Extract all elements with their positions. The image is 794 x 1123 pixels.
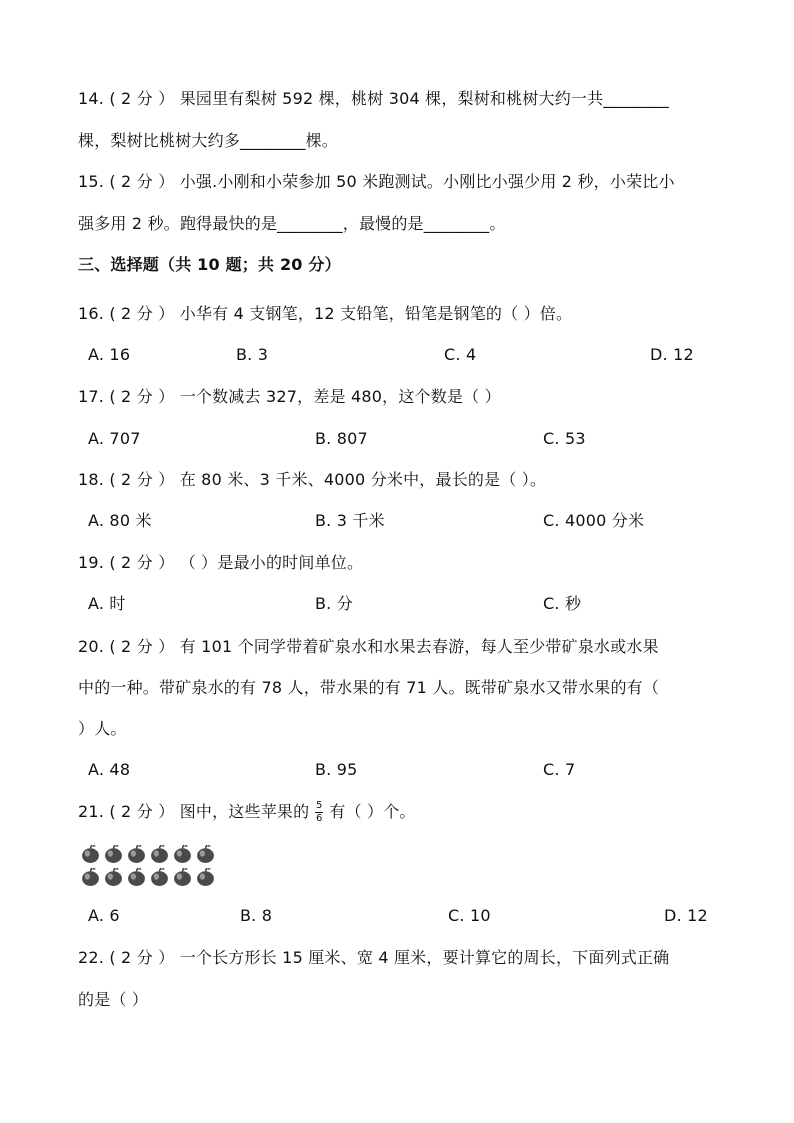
q21-option-a: A. 6 bbox=[88, 906, 120, 925]
q18-option-c: C. 4000 分米 bbox=[543, 511, 645, 530]
apple-icon bbox=[103, 843, 124, 864]
q17-option-c: C. 53 bbox=[543, 429, 586, 448]
apple-icon bbox=[126, 866, 147, 887]
q15-line1: 15. ( 2 分 ） 小强.小刚和小荣参加 50 米跑测试。小刚比小强少用 2 秒，小荣比小 bbox=[78, 172, 675, 191]
apple-icon bbox=[103, 866, 124, 887]
apples-figure bbox=[80, 843, 220, 889]
q18-option-b: B. 3 千米 bbox=[315, 511, 385, 530]
q16-option-c: C. 4 bbox=[444, 345, 477, 364]
q21-stem-after: 有（ ）个。 bbox=[329, 802, 416, 821]
apple-icon bbox=[149, 866, 170, 887]
q19-stem: 19. ( 2 分 ） （ ）是最小的时间单位。 bbox=[78, 553, 364, 572]
q21-option-d: D. 12 bbox=[664, 906, 708, 925]
q15-line2: 强多用 2 秒。跑得最快的是________，最慢的是________。 bbox=[78, 214, 506, 233]
section-title: 三、选择题（共 10 题；共 20 分） bbox=[78, 255, 341, 274]
q19-option-c: C. 秒 bbox=[543, 594, 582, 613]
q20-option-a: A. 48 bbox=[88, 760, 131, 779]
fraction-numerator: 5 bbox=[316, 800, 323, 811]
q22-line2: 的是（ ） bbox=[78, 990, 149, 1009]
q20-line2: 中的一种。带矿泉水的有 78 人，带水果的有 71 人。既带矿泉水又带水果的有（ bbox=[78, 678, 660, 697]
q21-stem bbox=[78, 801, 416, 824]
apple-icon bbox=[195, 843, 216, 864]
q17-stem: 17. ( 2 分 ） 一个数减去 327，差是 480，这个数是（ ） bbox=[78, 387, 501, 406]
apple-icon bbox=[80, 843, 101, 864]
q17-option-a: A. 707 bbox=[88, 429, 141, 448]
q19-option-a: A. 时 bbox=[88, 594, 126, 613]
q16-option-d: D. 12 bbox=[650, 345, 694, 364]
apple-icon bbox=[172, 843, 193, 864]
q14-line2: 棵，梨树比桃树大约多________棵。 bbox=[78, 131, 339, 150]
q22-line1: 22. ( 2 分 ） 一个长方形长 15 厘米、宽 4 厘米，要计算它的周长，下面列式正确 bbox=[78, 948, 670, 967]
apple-icon bbox=[149, 843, 170, 864]
q20-line3: ）人。 bbox=[78, 719, 127, 738]
q14-line1: 14. ( 2 分 ） 果园里有梨树 592 棵，桃树 304 棵，梨树和桃树大约一共________ bbox=[78, 89, 669, 108]
apple-icon bbox=[126, 843, 147, 864]
q18-stem: 18. ( 2 分 ） 在 80 米、3 千米、4000 分米中，最长的是（ ）。 bbox=[78, 470, 547, 489]
q21-stem-before: 21. ( 2 分 ） 图中，这些苹果的 bbox=[78, 802, 310, 821]
q16-option-a: A. 16 bbox=[88, 345, 131, 364]
apple-row bbox=[80, 843, 220, 864]
q20-line1: 20. ( 2 分 ） 有 101 个同学带着矿泉水和水果去春游，每人至少带矿泉水或水果 bbox=[78, 637, 659, 656]
q19-option-b: B. 分 bbox=[315, 594, 353, 613]
q20-option-c: C. 7 bbox=[543, 760, 576, 779]
q20-option-b: B. 95 bbox=[315, 760, 358, 779]
apple-row bbox=[80, 866, 220, 887]
q18-option-a: A. 80 米 bbox=[88, 511, 152, 530]
apple-icon bbox=[80, 866, 101, 887]
q16-option-b: B. 3 bbox=[236, 345, 269, 364]
q21-option-c: C. 10 bbox=[448, 906, 491, 925]
q17-option-b: B. 807 bbox=[315, 429, 368, 448]
q21-option-b: B. 8 bbox=[240, 906, 273, 925]
apple-icon bbox=[172, 866, 193, 887]
q16-stem: 16. ( 2 分 ） 小华有 4 支钢笔，12 支铅笔，铅笔是钢笔的（ ）倍。 bbox=[78, 304, 573, 323]
fraction bbox=[315, 801, 323, 824]
apple-icon bbox=[195, 866, 216, 887]
fraction-denominator: 6 bbox=[316, 813, 323, 824]
